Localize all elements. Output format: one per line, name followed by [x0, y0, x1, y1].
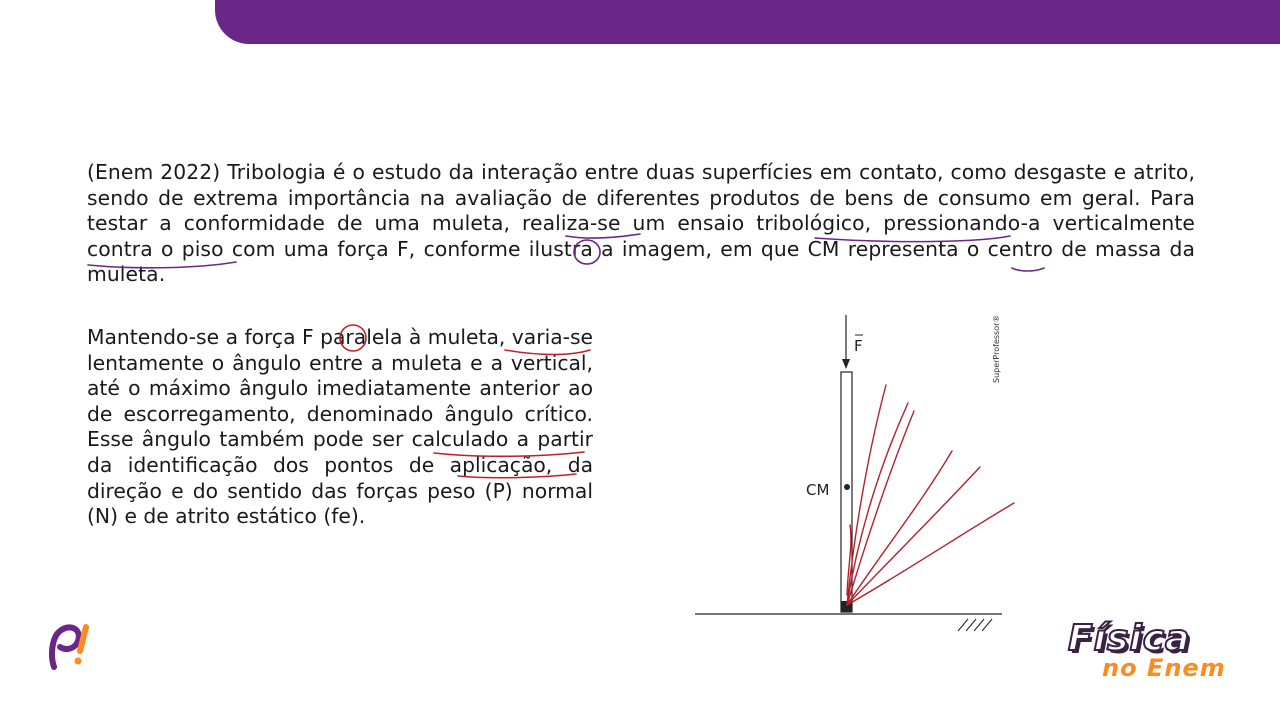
brand-line-2: no Enem [1102, 654, 1226, 682]
brand-logo [1062, 618, 1242, 688]
crutch-figure [690, 305, 1025, 635]
professor-logo [40, 615, 100, 675]
force-label: F [854, 337, 863, 355]
watermark: SuperProfessor® [992, 314, 1001, 383]
brand-line-1: Física [1068, 618, 1191, 659]
center-of-mass-dot [844, 484, 850, 490]
header-bar [215, 0, 1280, 44]
cm-label: CM [806, 481, 830, 499]
question-paragraph-2: Mantendo-se a força F paralela à muleta, varia-se lentamente o ângulo entre a muleta e a vertical, até o máximo ângulo imediatamente anterior ao de escorregamento, denominado ângulo crítico. Esse ângulo também pode ser calculado a partir da identificação dos pontos de aplicação, da direção e do sentido das forças peso (P) normal (N) e de atrito estático (fe). [87, 325, 593, 529]
question-paragraph-1: (Enem 2022) Tribologia é o estudo da interação entre duas superfícies em contato, como desgaste e atrito, sendo de extrema importância na avaliação de diferentes produtos de bens de consumo em geral. Para testar a conformidade de uma muleta, realiza-se um ensaio tribológico, pressionando-a verticalmente contra o piso com uma força F, conforme ilustra a imagem, em que CM representa o centro de massa da muleta. [87, 160, 1195, 287]
